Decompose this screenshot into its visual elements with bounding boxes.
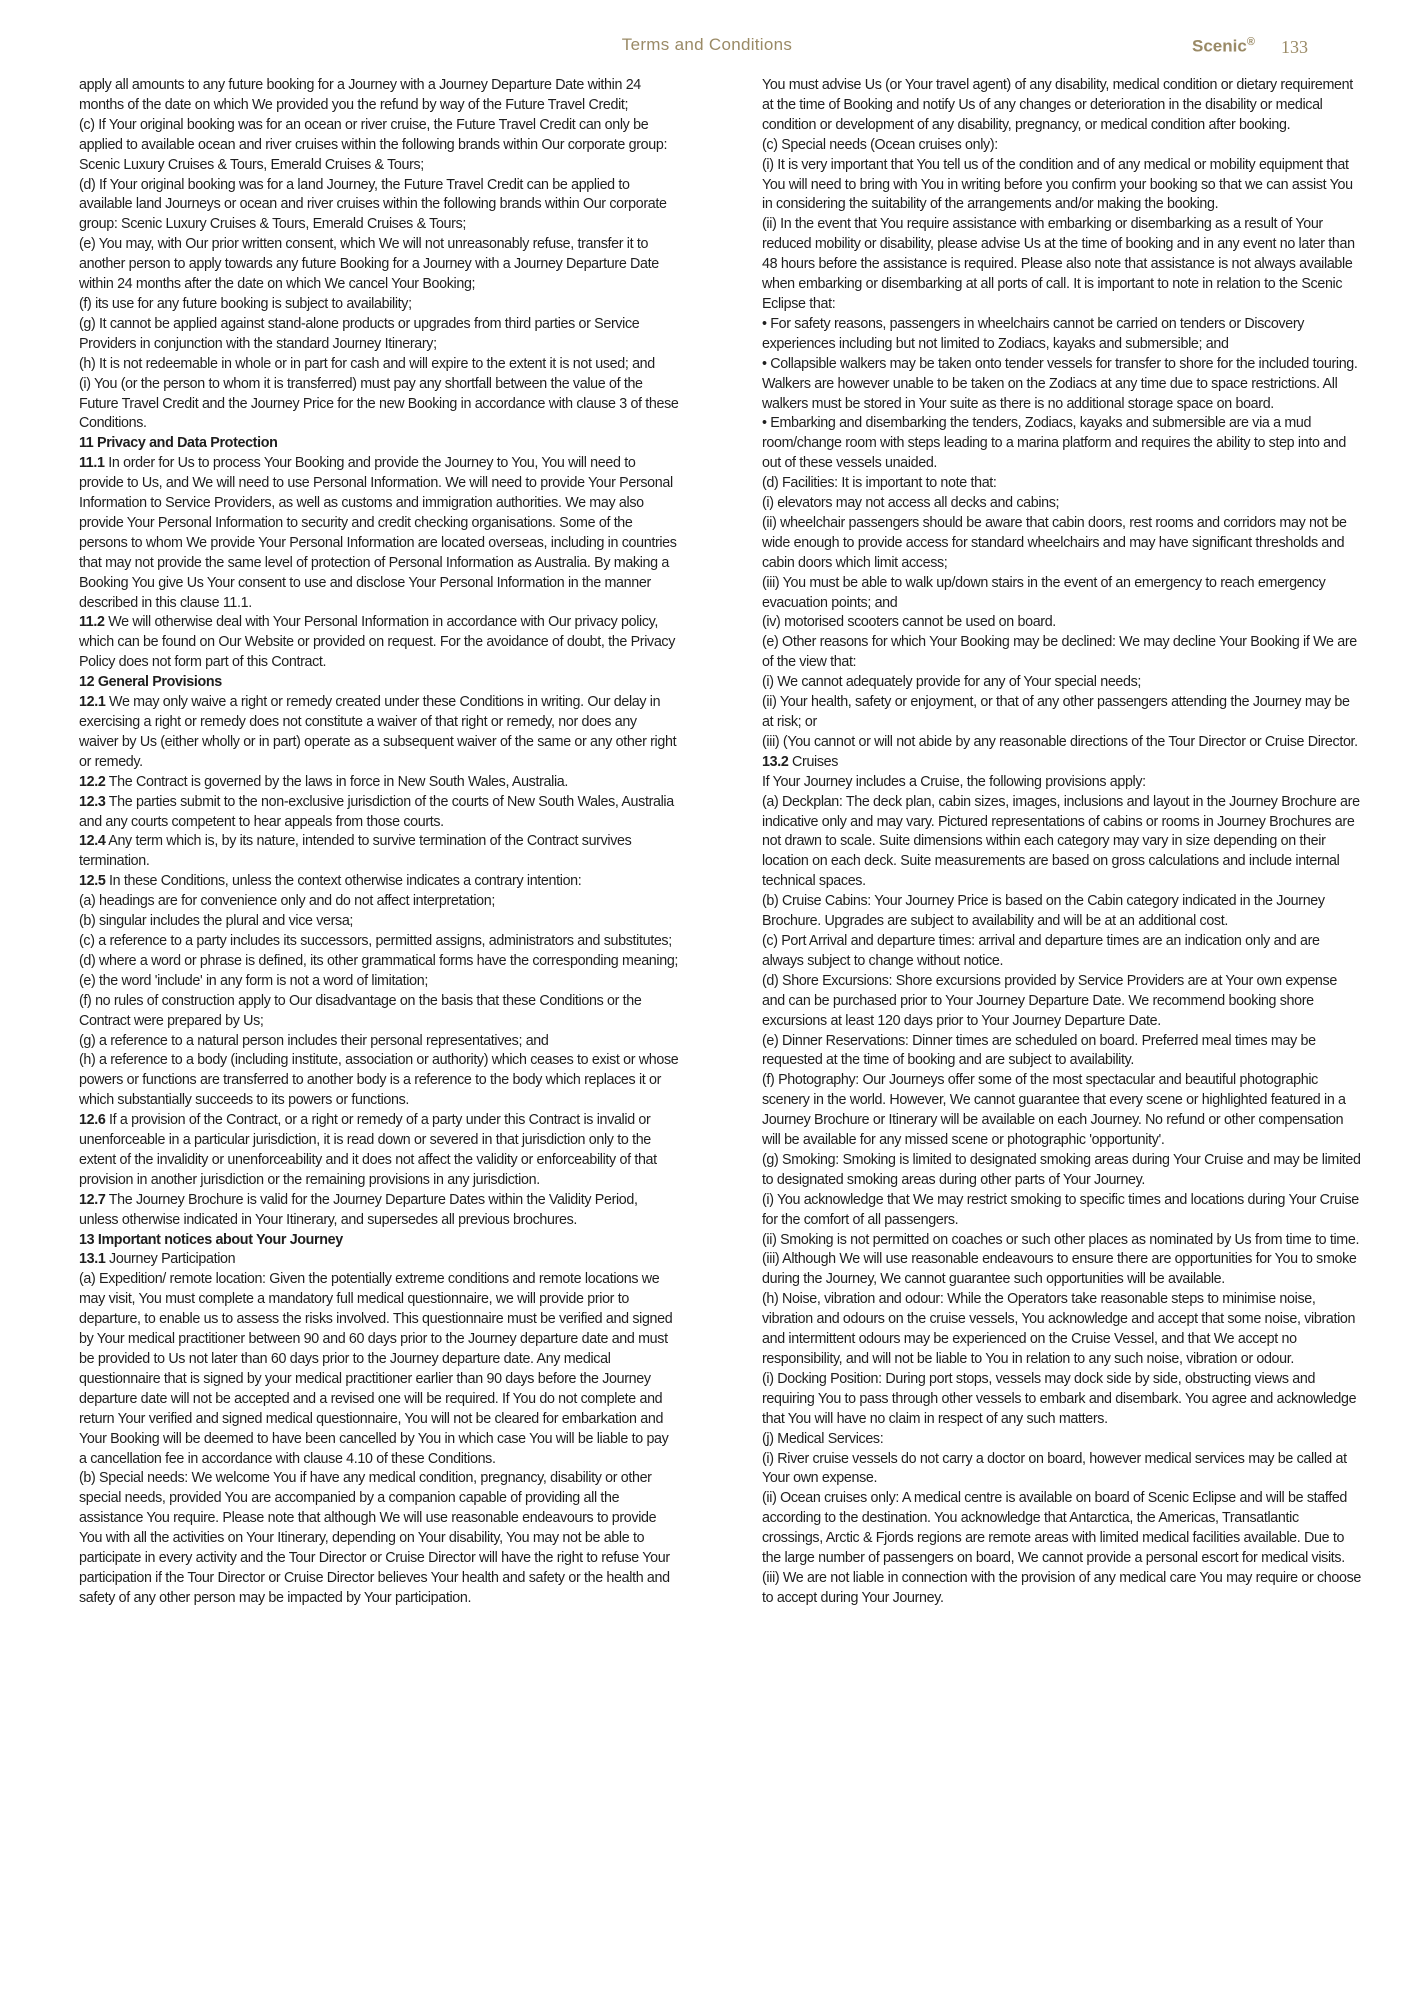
paragraph-text: You must advise Us (or Your travel agent) of any disability, medical condition or dietary requirement at the time of Booking and notify Us of any changes or deterioration in the disability or medical condition or development of any disability, pregnancy, or medical condition after booking. [762,77,1353,133]
paragraph [79,315,679,355]
paragraph [762,136,1362,156]
paragraph [762,1370,1362,1430]
paragraph-text: (d) where a word or phrase is defined, its other grammatical forms have the corresponding meaning; [79,952,679,969]
clause-number: 12.2 [79,773,106,790]
paragraph-text: (i) River cruise vessels do not carry a doctor on board, however medical services may be called at Your own expense. [762,1450,1347,1487]
paragraph [79,832,679,872]
clause-number: 11.2 [79,614,105,631]
left-column [79,76,679,1609]
paragraph-text: (i) Docking Position: During port stops, vessels may dock side by side, obstructing views and requiring You to pass through other vessels to embark and disembark. You agree and acknowledge that You will have no claim in respect of any such matters. [762,1370,1357,1427]
paragraph [762,1430,1362,1450]
paragraph-text: (iii) (You cannot or will not abide by any reasonable directions of the Tour Director or Cruise Director. [762,733,1358,750]
paragraph-text: (c) a reference to a party includes its successors, permitted assigns, administrators and substitutes; [79,932,672,949]
paragraph [79,454,679,613]
paragraph-text: (d) Facilities: It is important to note that: [762,475,997,492]
paragraph [762,1489,1362,1569]
paragraph-text: (d) Shore Excursions: Shore excursions provided by Service Providers are at Your own expense and can be purchased prior to Your Journey Departure Date. We recommend booking shore excursions at least 120 days prior to Your Journey Departure Date. [762,972,1337,1029]
paragraph-text: In order for Us to process Your Booking and provide the Journey to You, You will need to provide to Us, and We will need to use Personal Information. We will need to provide Your Personal Information to Service Providers, as well as customs and immigration authorities. We may also provide Your Personal Information to security and credit checking organisations. Some of the persons to whom We provide Your Personal Information are located overseas, including in countries that may not provide the same level of protection of Personal Information as Australia. By making a Booking You give Us Your consent to use and disclose Your Personal Information in the manner described in this clause 11.1. [79,455,677,611]
page-number: 133 [1281,37,1308,57]
paragraph-text: • Collapsible walkers may be taken onto tender vessels for transfer to shore for the included touring. Walkers are however unable to be taken on the Zodiacs at any time due to space restrictions. All walkers must be stored in Your suite as there is no additional storage space on board. [762,355,1358,412]
paragraph-text: Any term which is, by its nature, intended to survive termination of the Contract survives termination. [79,833,632,870]
paragraph [762,156,1362,216]
paragraph [79,1111,679,1191]
paragraph-text: (ii) Ocean cruises only: A medical centre is available on board of Scenic Eclipse and will be staffed according to the destination. You acknowledge that Antarctica, the Americas, Transatlantic crossings, Arctic & Fjords regions are remote areas with limited medical facilities available. Due to the large number of passengers on board, We cannot provide a personal escort for medical visits. [762,1490,1348,1567]
paragraph-text: If Your Journey includes a Cruise, the following provisions apply: [762,773,1146,790]
clause-number: 12.4 [79,833,106,850]
paragraph-text: We may only waive a right or remedy created under these Conditions in writing. Our delay in exercising a right or remedy does not constitute a waiver of that right or remedy, nor does any waiver by Us (either wholly or in part) operate as a subsequent waiver of the same or any other right or remedy. [79,694,677,770]
paragraph-text: (a) Expedition/ remote location: Given the potentially extreme conditions and remote locations we may visit, You must complete a mandatory full medical questionnaire, we will provide prior to departure, to enable us to assess the risks involved. This questionnaire must be verified and signed by Your medical practitioner between 90 and 60 days prior to the Journey departure date and must be provided to Us not later than 60 days prior to the Journey departure date. Any medical questionnaire that is signed by your medical practitioner earlier than 90 days before the Journey departure date will not be accepted and a revised one will be required. If You do not complete and return Your verified and signed medical questionnaire, You will not be cleared for embarkation and Your Booking will be deemed to have been cancelled by You in which case You will be liable to pay a cancellation fee in accordance with clause 4.10 of these Conditions. [79,1271,673,1467]
paragraph-text: (b) Cruise Cabins: Your Journey Price is based on the Cabin category indicated in the Journey Brochure. Upgrades are subject to availability and will be at an additional cost. [762,893,1325,930]
paragraph [762,215,1362,315]
paragraph [79,434,679,454]
paragraph [79,673,679,693]
paragraph [79,992,679,1032]
paragraph-text: (ii) In the event that You require assistance with embarking or disembarking as a result of Your reduced mobility or disability, please advise Us at the time of booking and in any event no later than 48 hours before the assistance is required. Please also note that assistance is not always available when embarking or disembarking at all ports of call. It is important to note in relation to the Scenic Eclipse that: [762,216,1355,312]
paragraph-text: (iii) We are not liable in connection with the provision of any medical care You may require or choose to accept during Your Journey. [762,1569,1361,1606]
paragraph-text: • For safety reasons, passengers in wheelchairs cannot be carried on tenders or Discovery experiences including but not limited to Zodiacs, kayaks and submersible; and [762,315,1305,352]
paragraph-text: (b) Special needs: We welcome You if have any medical condition, pregnancy, disability or other special needs, provided You are accompanied by a companion capable of providing all the assistance You require. Please note that although We will use reasonable endeavours to provide You with all the activities on Your Itinerary, depending on Your disability, You may not be able to participate in every activity and the Tour Director or Cruise Director will have the right to refuse Your participation if the Tour Director or Cruise Director believes Your health and safety or the health and safety of any other person may be impacted by Your participation. [79,1470,670,1606]
brand-logo [1192,36,1255,57]
paragraph [762,1032,1362,1072]
paragraph-text: (e) Other reasons for which Your Booking may be declined: We may decline Your Booking if We are of the view that: [762,634,1357,671]
paragraph-text: The parties submit to the non-exclusive jurisdiction of the courts of New South Wales, Australia and any courts competent to hear appeals from those courts. [79,793,674,830]
paragraph-text: Cruises [788,753,839,770]
paragraph [762,733,1362,753]
paragraph [79,952,679,972]
paragraph [762,613,1362,633]
paragraph-text: (f) no rules of construction apply to Our disadvantage on the basis that these Conditions or the Contract were prepared by Us; [79,992,642,1029]
paragraph [762,494,1362,514]
paragraph [762,355,1362,415]
section-heading: 12 General Provisions [79,674,222,691]
paragraph [79,176,679,236]
paragraph [762,76,1362,136]
paragraph [762,773,1362,793]
paragraph [762,514,1362,574]
paragraph-text: (g) It cannot be applied against stand-alone products or upgrades from third parties or Service Providers in conjunction with the standard Journey Itinerary; [79,315,640,352]
section-heading: 11 Privacy and Data Protection [79,435,278,452]
paragraph-text: (e) You may, with Our prior written consent, which We will not unreasonably refuse, transfer it to another person to apply towards any future Booking for a Journey with a Journey Departure Date within 24 months after the date on which We cancel Your Booking; [79,236,659,293]
paragraph-text: The Journey Brochure is valid for the Journey Departure Dates within the Validity Period, unless otherwise indicated in Your Itinerary, and supersedes all previous brochures. [79,1191,638,1228]
paragraph [79,793,679,833]
paragraph [762,1191,1362,1231]
paragraph [762,1231,1362,1251]
clause-number: 12.5 [79,873,106,890]
paragraph-text: (ii) wheelchair passengers should be aware that cabin doors, rest rooms and corridors may not be wide enough to provide access for standard wheelchairs and may have significant thresholds and cabin doors which limit access; [762,514,1347,571]
paragraph-text: (i) You acknowledge that We may restrict smoking to specific times and locations during Your Cruise for the comfort of all passengers. [762,1191,1359,1228]
paragraph [79,76,679,116]
paragraph-text: In these Conditions, unless the context otherwise indicates a contrary intention: [105,873,582,890]
paragraph [79,613,679,673]
paragraph-text: (iii) You must be able to walk up/down stairs in the event of an emergency to reach emergency evacuation points; and [762,574,1326,611]
paragraph-text: We will otherwise deal with Your Personal Information in accordance with Our privacy policy, which can be found on Our Website or provided on request. For the avoidance of doubt, the Privacy Policy does not form part of this Contract. [79,614,676,671]
paragraph [762,793,1362,893]
paragraph-text: (f) Photography: Our Journeys offer some of the most spectacular and beautiful photographic scenery in the world. However, We cannot guarantee that every scene or highlighted featured in a Journey Brochure or Itinerary will be available on each Journey. No refund or other compensation will be available for any missed scene or photographic 'opportunity'. [762,1072,1346,1149]
paragraph [79,892,679,912]
paragraph-text: (c) If Your original booking was for an ocean or river cruise, the Future Travel Credit can only be applied to available ocean and river cruises within the following brands within Our corporate group: Scenic Luxury Cruises & Tours, Emerald Cruises & Tours; [79,116,668,173]
clause-number: 13.1 [79,1251,106,1268]
paragraph-text: (i) It is very important that You tell us of the condition and of any medical or mobility equipment that You will need to bring with You in writing before you confirm your booking so that we can assist You in considering the suitability of the arrangements and/or making the booking. [762,156,1353,213]
clause-number: 12.3 [79,793,106,810]
paragraph [79,912,679,932]
paragraph [79,972,679,992]
paragraph [762,315,1362,355]
paragraph [762,673,1362,693]
paragraph [79,295,679,315]
paragraph [762,1290,1362,1370]
paragraph-text: (g) a reference to a natural person includes their personal representatives; and [79,1032,549,1049]
paragraph [79,1032,679,1052]
paragraph-text: (c) Port Arrival and departure times: arrival and departure times are an indication only and are always subject to change without notice. [762,932,1320,969]
paragraph [79,116,679,176]
paragraph [79,693,679,773]
paragraph [762,1569,1362,1609]
brand-name: Scenic [1192,36,1247,56]
paragraph-text: (i) We cannot adequately provide for any of Your special needs; [762,674,1142,691]
paragraph [79,375,679,435]
paragraph [762,474,1362,494]
paragraph [762,1151,1362,1191]
paragraph-text: (i) elevators may not access all decks and cabins; [762,495,1060,512]
paragraph [762,753,1362,773]
paragraph-text: (b) singular includes the plural and vice versa; [79,913,354,930]
paragraph [762,693,1362,733]
clause-number: 12.1 [79,694,106,711]
paragraph [762,633,1362,673]
paragraph-text: If a provision of the Contract, or a right or remedy of a party under this Contract is invalid or unenforceable in a particular jurisdiction, it is read down or severed in that jurisdiction only to the extent of the invalidity or unenforceability and it does not affect the validity or enforceability of that provision in another jurisdiction or the remaining provisions in any jurisdiction. [79,1112,657,1188]
brand-registered-mark: ® [1246,36,1255,48]
clause-number: 13.2 [762,753,789,770]
paragraph [79,1231,679,1251]
paragraph [79,355,679,375]
paragraph-text: (a) headings are for convenience only and do not affect interpretation; [79,893,495,910]
paragraph-text: (h) It is not redeemable in whole or in part for cash and will expire to the extent it is not used; and [79,355,655,372]
right-column [762,76,1362,1609]
paragraph [79,872,679,892]
paragraph [79,1250,679,1270]
paragraph [79,1051,679,1111]
paragraph [762,1450,1362,1490]
paragraph-text: (f) its use for any future booking is subject to availability; [79,295,412,312]
paragraph-text: (iv) motorised scooters cannot be used on board. [762,614,1056,631]
clause-number: 12.6 [79,1112,106,1129]
section-heading: 13 Important notices about Your Journey [79,1231,343,1248]
paragraph-text: (i) You (or the person to whom it is transferred) must pay any shortfall between the value of the Future Travel Credit and the Journey Price for the new Booking in accordance with clause 3 of these Conditions. [79,375,679,432]
paragraph [762,932,1362,972]
paragraph-text: (iii) Although We will use reasonable endeavours to ensure there are opportunities for You to smoke during the Journey, We cannot guarantee such opportunities will be available. [762,1251,1357,1288]
paragraph-text: (c) Special needs (Ocean cruises only): [762,136,998,153]
paragraph-text: (ii) Your health, safety or enjoyment, or that of any other passengers attending the Journey may be at risk; or [762,694,1350,730]
paragraph [762,972,1362,1032]
paragraph-text: (ii) Smoking is not permitted on coaches or such other places as nominated by Us from time to time. [762,1231,1360,1248]
paragraph [762,1071,1362,1151]
paragraph-text: (d) If Your original booking was for a land Journey, the Future Travel Credit can be applied to available land Journeys or ocean and river cruises within the following brands within Our corporate group: Scenic Luxury Cruises & Tours, Emerald Cruises & Tours; [79,176,667,233]
paragraph [762,574,1362,614]
paragraph-text: The Contract is governed by the laws in force in New South Wales, Australia. [105,773,568,790]
paragraph-text: (h) a reference to a body (including institute, association or authority) which ceases to exist or whose powers or functions are transferred to another body is a reference to the body which replaces it or which substantially succeeds to its powers or functions. [79,1052,679,1109]
paragraph [79,932,679,952]
paragraph-text: (j) Medical Services: [762,1430,884,1447]
paragraph-text: (e) Dinner Reservations: Dinner times are scheduled on board. Preferred meal times may be requested at the time of booking and are subject to availability. [762,1032,1316,1069]
paragraph-text: (e) the word 'include' in any form is not a word of limitation; [79,972,428,989]
paragraph [79,1191,679,1231]
paragraph [762,892,1362,932]
paragraph [762,1250,1362,1290]
paragraph-text: • Embarking and disembarking the tenders, Zodiacs, kayaks and submersible are via a mud room/change room with steps leading to a marina platform and requires the ability to step into and out of these vessels unaided. [762,415,1346,472]
paragraph-text: (a) Deckplan: The deck plan, cabin sizes, images, inclusions and layout in the Journey Brochure are indicative only and may vary. Pictured representations of cabins or rooms in Journey Brochures are not drawn to scale. Suite dimensions within each category may vary in size depending on their location on each deck. Suite measurements are based on gross calculations and include internal technical spaces. [762,793,1360,890]
paragraph-text: Journey Participation [105,1251,236,1268]
clause-number: 12.7 [79,1191,106,1208]
paragraph [79,1469,679,1608]
paragraph [79,773,679,793]
clause-number: 11.1 [79,455,105,472]
page-header-title: Terms and Conditions [621,35,793,54]
paragraph-text: apply all amounts to any future booking for a Journey with a Journey Departure Date within 24 months of the date on which We provided you the refund by way of the Future Travel Credit; [79,77,641,113]
paragraph-text: (g) Smoking: Smoking is limited to designated smoking areas during Your Cruise and may be limited to designated smoking areas during other parts of Your Journey. [762,1151,1361,1188]
paragraph [79,1270,679,1469]
paragraph [762,414,1362,474]
paragraph [79,235,679,295]
paragraph-text: (h) Noise, vibration and odour: While the Operators take reasonable steps to minimise noise, vibration and odours on the cruise vessels, You acknowledge and accept that some noise, vibration and intermittent odours may be experienced on the Cruise Vessel, and that We accept no responsibility, and will not be liable to You in relation to any such noise, vibration or odour. [762,1291,1356,1367]
